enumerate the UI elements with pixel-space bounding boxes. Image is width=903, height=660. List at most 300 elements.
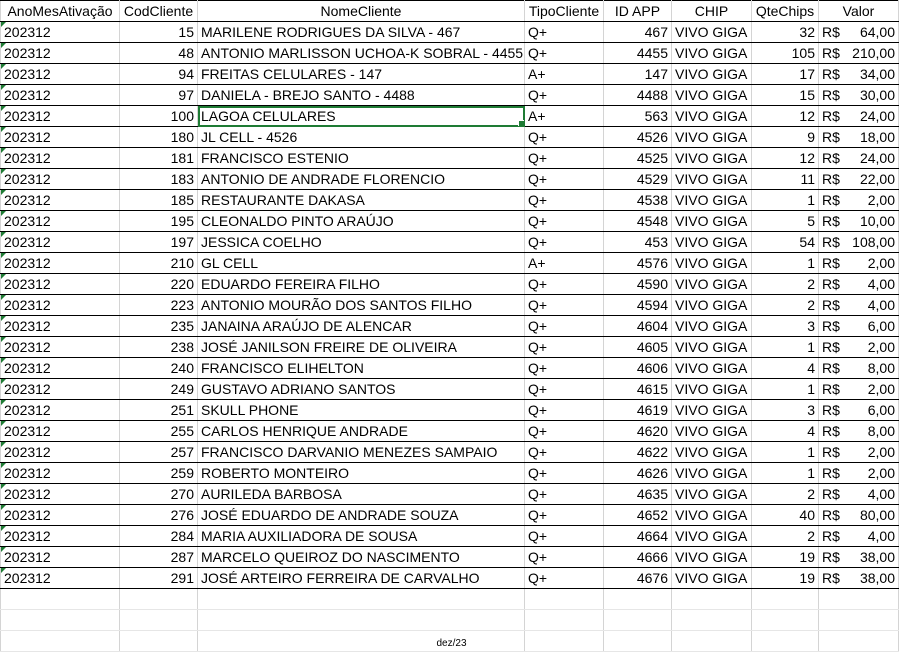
cell-anomes[interactable]: 202312 xyxy=(1,211,120,232)
currency-symbol: R$ xyxy=(822,129,840,145)
cell-idapp[interactable]: 4594 xyxy=(604,295,672,316)
cell-anomes[interactable]: 202312 xyxy=(1,379,120,400)
cell-codcliente[interactable]: 195 xyxy=(120,211,198,232)
empty-cell[interactable] xyxy=(604,589,672,610)
cell-anomes[interactable]: 202312 xyxy=(1,274,120,295)
cell-idapp[interactable]: 4622 xyxy=(604,442,672,463)
empty-row xyxy=(1,589,899,610)
cell-valor[interactable] xyxy=(819,232,899,253)
cell-idapp[interactable]: 4526 xyxy=(604,127,672,148)
cell-nomecliente[interactable]: ROBERTO MONTEIRO xyxy=(198,463,525,484)
cell-idapp[interactable]: 4548 xyxy=(604,211,672,232)
cell-qtechips[interactable]: 5 xyxy=(752,211,819,232)
cell-qtechips[interactable]: 2 xyxy=(752,484,819,505)
header-row xyxy=(1,1,899,22)
cell-codcliente[interactable]: 257 xyxy=(120,442,198,463)
cell-idapp[interactable]: 467 xyxy=(604,22,672,43)
cell-qtechips[interactable]: 9 xyxy=(752,127,819,148)
cell-idapp[interactable]: 563 xyxy=(604,106,672,127)
cell-anomes[interactable]: 202312 xyxy=(1,316,120,337)
cell-tipocliente[interactable]: Q+ xyxy=(525,442,604,463)
valor-amount: 4,00 xyxy=(867,486,895,502)
cell-codcliente[interactable]: 287 xyxy=(120,547,198,568)
column-header-qtechips[interactable]: QteChips xyxy=(752,1,819,22)
cell-nomecliente[interactable]: JOSÉ ARTEIRO FERREIRA DE CARVALHO xyxy=(198,568,525,589)
cell-anomes[interactable]: 202312 xyxy=(1,148,120,169)
cell-anomes[interactable]: 202312 xyxy=(1,358,120,379)
table-row xyxy=(1,127,899,148)
table-row xyxy=(1,253,899,274)
table-row xyxy=(1,526,899,547)
cell-qtechips[interactable]: 105 xyxy=(752,43,819,64)
currency-symbol: R$ xyxy=(822,108,840,124)
cell-nomecliente[interactable]: MARILENE RODRIGUES DA SILVA - 467 xyxy=(198,22,525,43)
table-row xyxy=(1,22,899,43)
cell-idapp[interactable]: 4590 xyxy=(604,274,672,295)
cell-qtechips[interactable]: 1 xyxy=(752,463,819,484)
cell-qtechips[interactable]: 4 xyxy=(752,358,819,379)
cell-codcliente[interactable]: 238 xyxy=(120,337,198,358)
valor-amount: 30,00 xyxy=(859,87,895,103)
column-header-anomes[interactable]: AnoMesAtivação xyxy=(1,1,120,22)
cell-nomecliente[interactable]: ANTONIO MARLISSON UCHOA-K SOBRAL - 4455 xyxy=(198,43,525,64)
cell-qtechips[interactable]: 15 xyxy=(752,85,819,106)
cell-qtechips[interactable]: 2 xyxy=(752,274,819,295)
cell-nomecliente[interactable]: JOSÉ EDUARDO DE ANDRADE SOUZA xyxy=(198,505,525,526)
cell-qtechips[interactable]: 1 xyxy=(752,253,819,274)
cell-qtechips[interactable]: 2 xyxy=(752,295,819,316)
cell-chip[interactable]: VIVO GIGA xyxy=(672,190,752,211)
currency-symbol: R$ xyxy=(822,444,840,460)
cell-qtechips[interactable]: 19 xyxy=(752,547,819,568)
valor-amount: 108,00 xyxy=(852,234,895,250)
column-header-chip[interactable]: CHIP xyxy=(672,1,752,22)
currency-symbol: R$ xyxy=(822,402,840,418)
table-row xyxy=(1,64,899,85)
cell-codcliente[interactable]: 100 xyxy=(120,106,198,127)
cell-codcliente[interactable]: 97 xyxy=(120,85,198,106)
empty-cell[interactable] xyxy=(120,589,198,610)
cell-valor[interactable] xyxy=(819,526,899,547)
table-row xyxy=(1,358,899,379)
cell-valor[interactable] xyxy=(819,547,899,568)
cell-chip[interactable]: VIVO GIGA xyxy=(672,442,752,463)
cell-idapp[interactable]: 4576 xyxy=(604,253,672,274)
cell-chip[interactable]: VIVO GIGA xyxy=(672,148,752,169)
cell-anomes[interactable]: 202312 xyxy=(1,484,120,505)
cell-chip[interactable]: VIVO GIGA xyxy=(672,400,752,421)
table-row xyxy=(1,232,899,253)
cell-qtechips[interactable]: 3 xyxy=(752,400,819,421)
cell-chip[interactable]: VIVO GIGA xyxy=(672,43,752,64)
cell-codcliente[interactable]: 181 xyxy=(120,148,198,169)
cell-tipocliente[interactable]: Q+ xyxy=(525,337,604,358)
cell-chip[interactable]: VIVO GIGA xyxy=(672,274,752,295)
cell-anomes[interactable]: 202312 xyxy=(1,253,120,274)
cell-codcliente[interactable]: 185 xyxy=(120,190,198,211)
cell-chip[interactable]: VIVO GIGA xyxy=(672,295,752,316)
cell-valor[interactable] xyxy=(819,442,899,463)
cell-anomes[interactable]: 202312 xyxy=(1,190,120,211)
cell-codcliente[interactable]: 197 xyxy=(120,232,198,253)
empty-cell[interactable] xyxy=(1,589,120,610)
empty-cell[interactable] xyxy=(752,610,819,631)
cell-tipocliente[interactable]: Q+ xyxy=(525,274,604,295)
valor-amount: 8,00 xyxy=(867,360,895,376)
table-row xyxy=(1,421,899,442)
cell-nomecliente[interactable]: EDUARDO FEREIRA FILHO xyxy=(198,274,525,295)
cell-codcliente[interactable]: 251 xyxy=(120,400,198,421)
cell-tipocliente[interactable]: Q+ xyxy=(525,568,604,589)
cell-chip[interactable]: VIVO GIGA xyxy=(672,316,752,337)
cell-valor[interactable] xyxy=(819,106,899,127)
cell-valor[interactable] xyxy=(819,463,899,484)
cell-valor[interactable] xyxy=(819,253,899,274)
cell-valor[interactable] xyxy=(819,484,899,505)
cell-tipocliente[interactable]: Q+ xyxy=(525,169,604,190)
cell-tipocliente[interactable]: Q+ xyxy=(525,232,604,253)
cell-anomes[interactable]: 202312 xyxy=(1,337,120,358)
currency-symbol: R$ xyxy=(822,423,840,439)
selected-cell[interactable]: LAGOA CELULARES xyxy=(198,106,525,127)
table-row xyxy=(1,337,899,358)
cell-qtechips[interactable]: 1 xyxy=(752,379,819,400)
currency-symbol: R$ xyxy=(822,192,840,208)
cell-valor[interactable] xyxy=(819,22,899,43)
cell-valor[interactable] xyxy=(819,85,899,106)
cell-idapp[interactable]: 4538 xyxy=(604,190,672,211)
cell-tipocliente[interactable]: Q+ xyxy=(525,43,604,64)
empty-cell[interactable] xyxy=(672,610,752,631)
cell-tipocliente[interactable]: Q+ xyxy=(525,358,604,379)
cell-nomecliente[interactable]: ANTONIO MOURÃO DOS SANTOS FILHO xyxy=(198,295,525,316)
cell-tipocliente[interactable]: Q+ xyxy=(525,421,604,442)
cell-codcliente[interactable]: 48 xyxy=(120,43,198,64)
cell-chip[interactable]: VIVO GIGA xyxy=(672,358,752,379)
cell-idapp[interactable]: 4664 xyxy=(604,526,672,547)
cell-chip[interactable]: VIVO GIGA xyxy=(672,64,752,85)
cell-nomecliente[interactable]: GL CELL xyxy=(198,253,525,274)
cell-chip[interactable]: VIVO GIGA xyxy=(672,85,752,106)
cell-qtechips[interactable]: 11 xyxy=(752,169,819,190)
cell-tipocliente[interactable]: Q+ xyxy=(525,505,604,526)
empty-cell[interactable] xyxy=(819,610,899,631)
cell-chip[interactable]: VIVO GIGA xyxy=(672,253,752,274)
cell-idapp[interactable]: 4635 xyxy=(604,484,672,505)
cell-qtechips[interactable]: 1 xyxy=(752,190,819,211)
cell-idapp[interactable]: 4529 xyxy=(604,169,672,190)
cell-tipocliente[interactable]: A+ xyxy=(525,253,604,274)
cell-nomecliente[interactable]: FRANCISCO ESTENIO xyxy=(198,148,525,169)
cell-valor[interactable] xyxy=(819,274,899,295)
currency-symbol: R$ xyxy=(822,507,840,523)
cell-tipocliente[interactable]: A+ xyxy=(525,106,604,127)
cell-codcliente[interactable]: 276 xyxy=(120,505,198,526)
cell-qtechips[interactable]: 54 xyxy=(752,232,819,253)
cell-tipocliente[interactable]: A+ xyxy=(525,64,604,85)
cell-anomes[interactable]: 202312 xyxy=(1,547,120,568)
cell-valor[interactable] xyxy=(819,505,899,526)
cell-tipocliente[interactable]: Q+ xyxy=(525,526,604,547)
currency-symbol: R$ xyxy=(822,150,840,166)
cell-qtechips[interactable]: 1 xyxy=(752,442,819,463)
cell-codcliente[interactable]: 220 xyxy=(120,274,198,295)
cell-valor[interactable] xyxy=(819,211,899,232)
empty-cell[interactable] xyxy=(525,610,604,631)
cell-tipocliente[interactable]: Q+ xyxy=(525,85,604,106)
cell-anomes[interactable]: 202312 xyxy=(1,106,120,127)
valor-amount: 24,00 xyxy=(859,108,895,124)
table-row xyxy=(1,274,899,295)
empty-cell[interactable] xyxy=(525,589,604,610)
cell-anomes[interactable]: 202312 xyxy=(1,43,120,64)
cell-codcliente[interactable]: 15 xyxy=(120,22,198,43)
currency-symbol: R$ xyxy=(822,171,840,187)
table-row xyxy=(1,400,899,421)
cell-anomes[interactable]: 202312 xyxy=(1,442,120,463)
empty-cell[interactable] xyxy=(120,610,198,631)
cell-valor[interactable] xyxy=(819,568,899,589)
cell-codcliente[interactable]: 183 xyxy=(120,169,198,190)
cell-chip[interactable]: VIVO GIGA xyxy=(672,22,752,43)
cell-nomecliente[interactable]: FRANCISCO DARVANIO MENEZES SAMPAIO xyxy=(198,442,525,463)
cell-valor[interactable] xyxy=(819,316,899,337)
cell-nomecliente[interactable]: DANIELA - BREJO SANTO - 4488 xyxy=(198,85,525,106)
valor-amount: 22,00 xyxy=(859,171,895,187)
cell-anomes[interactable]: 202312 xyxy=(1,85,120,106)
cell-nomecliente[interactable]: GUSTAVO ADRIANO SANTOS xyxy=(198,379,525,400)
cell-anomes[interactable]: 202312 xyxy=(1,400,120,421)
cell-tipocliente[interactable]: Q+ xyxy=(525,211,604,232)
cell-valor[interactable] xyxy=(819,400,899,421)
cell-idapp[interactable]: 453 xyxy=(604,232,672,253)
cell-idapp[interactable]: 4615 xyxy=(604,379,672,400)
cell-codcliente[interactable]: 223 xyxy=(120,295,198,316)
cell-codcliente[interactable]: 270 xyxy=(120,484,198,505)
table-row xyxy=(1,568,899,589)
cell-codcliente[interactable]: 240 xyxy=(120,358,198,379)
cell-chip[interactable]: VIVO GIGA xyxy=(672,232,752,253)
cell-nomecliente[interactable]: AURILEDA BARBOSA xyxy=(198,484,525,505)
valor-amount: 38,00 xyxy=(859,549,895,565)
table-row xyxy=(1,106,899,127)
cell-qtechips[interactable]: 3 xyxy=(752,316,819,337)
currency-symbol: R$ xyxy=(822,570,840,586)
cell-nomecliente[interactable]: FREITAS CELULARES - 147 xyxy=(198,64,525,85)
cell-codcliente[interactable]: 249 xyxy=(120,379,198,400)
valor-amount: 10,00 xyxy=(859,213,895,229)
cell-anomes[interactable]: 202312 xyxy=(1,22,120,43)
cell-chip[interactable]: VIVO GIGA xyxy=(672,526,752,547)
column-header-nomecliente[interactable]: NomeCliente xyxy=(198,1,525,22)
cell-codcliente[interactable]: 235 xyxy=(120,316,198,337)
currency-symbol: R$ xyxy=(822,234,840,250)
cell-valor[interactable] xyxy=(819,421,899,442)
cell-tipocliente[interactable]: Q+ xyxy=(525,22,604,43)
cell-chip[interactable]: VIVO GIGA xyxy=(672,337,752,358)
cell-codcliente[interactable]: 210 xyxy=(120,253,198,274)
valor-amount: 4,00 xyxy=(867,276,895,292)
cell-anomes[interactable]: 202312 xyxy=(1,64,120,85)
cell-chip[interactable]: VIVO GIGA xyxy=(672,568,752,589)
cell-anomes[interactable]: 202312 xyxy=(1,169,120,190)
table-row xyxy=(1,169,899,190)
cell-nomecliente[interactable]: MARCELO QUEIROZ DO NASCIMENTO xyxy=(198,547,525,568)
cell-nomecliente[interactable]: JOSÉ JANILSON FREIRE DE OLIVEIRA xyxy=(198,337,525,358)
cell-valor[interactable] xyxy=(819,64,899,85)
cell-qtechips[interactable]: 32 xyxy=(752,22,819,43)
column-header-idapp[interactable]: ID APP xyxy=(604,1,672,22)
cell-tipocliente[interactable]: Q+ xyxy=(525,484,604,505)
cell-qtechips[interactable]: 1 xyxy=(752,337,819,358)
cell-valor[interactable] xyxy=(819,43,899,64)
cell-idapp[interactable]: 4666 xyxy=(604,547,672,568)
cell-idapp[interactable]: 4626 xyxy=(604,463,672,484)
cell-tipocliente[interactable]: Q+ xyxy=(525,463,604,484)
cell-idapp[interactable]: 4676 xyxy=(604,568,672,589)
valor-amount: 4,00 xyxy=(867,528,895,544)
cell-qtechips[interactable]: 12 xyxy=(752,148,819,169)
cell-chip[interactable]: VIVO GIGA xyxy=(672,463,752,484)
currency-symbol: R$ xyxy=(822,45,840,61)
cell-nomecliente[interactable]: ANTONIO DE ANDRADE FLORENCIO xyxy=(198,169,525,190)
table-row xyxy=(1,316,899,337)
cell-anomes[interactable]: 202312 xyxy=(1,295,120,316)
currency-symbol: R$ xyxy=(822,339,840,355)
valor-amount: 64,00 xyxy=(859,24,895,40)
cell-chip[interactable]: VIVO GIGA xyxy=(672,484,752,505)
cell-chip[interactable]: VIVO GIGA xyxy=(672,127,752,148)
currency-symbol: R$ xyxy=(822,465,840,481)
cell-idapp[interactable]: 4455 xyxy=(604,43,672,64)
cell-idapp[interactable]: 147 xyxy=(604,64,672,85)
cell-tipocliente[interactable]: Q+ xyxy=(525,400,604,421)
valor-amount: 18,00 xyxy=(859,129,895,145)
cell-codcliente[interactable]: 94 xyxy=(120,64,198,85)
table-row xyxy=(1,190,899,211)
cell-valor[interactable] xyxy=(819,337,899,358)
valor-amount: 8,00 xyxy=(867,423,895,439)
cell-chip[interactable]: VIVO GIGA xyxy=(672,421,752,442)
cell-codcliente[interactable]: 291 xyxy=(120,568,198,589)
cell-qtechips[interactable]: 12 xyxy=(752,106,819,127)
cell-tipocliente[interactable]: Q+ xyxy=(525,127,604,148)
cell-anomes[interactable]: 202312 xyxy=(1,127,120,148)
table-row xyxy=(1,484,899,505)
cell-tipocliente[interactable]: Q+ xyxy=(525,316,604,337)
empty-cell[interactable] xyxy=(752,589,819,610)
cell-nomecliente[interactable]: JANAINA ARAÚJO DE ALENCAR xyxy=(198,316,525,337)
currency-symbol: R$ xyxy=(822,297,840,313)
cell-tipocliente[interactable]: Q+ xyxy=(525,379,604,400)
cell-qtechips[interactable]: 19 xyxy=(752,568,819,589)
currency-symbol: R$ xyxy=(822,213,840,229)
empty-cell[interactable] xyxy=(198,610,525,631)
cell-codcliente[interactable]: 180 xyxy=(120,127,198,148)
table-row xyxy=(1,547,899,568)
cell-valor[interactable] xyxy=(819,358,899,379)
cell-qtechips[interactable]: 2 xyxy=(752,526,819,547)
cell-valor[interactable] xyxy=(819,190,899,211)
column-header-valor[interactable]: Valor xyxy=(819,1,899,22)
cell-valor[interactable] xyxy=(819,148,899,169)
cell-idapp[interactable]: 4619 xyxy=(604,400,672,421)
table-row xyxy=(1,85,899,106)
currency-symbol: R$ xyxy=(822,87,840,103)
cell-idapp[interactable]: 4604 xyxy=(604,316,672,337)
column-header-codcliente[interactable]: CodCliente xyxy=(120,1,198,22)
cell-qtechips[interactable]: 40 xyxy=(752,505,819,526)
valor-amount: 6,00 xyxy=(867,402,895,418)
valor-amount: 4,00 xyxy=(867,297,895,313)
cell-idapp[interactable]: 4605 xyxy=(604,337,672,358)
cell-anomes[interactable]: 202312 xyxy=(1,505,120,526)
cell-tipocliente[interactable]: Q+ xyxy=(525,148,604,169)
cell-tipocliente[interactable]: Q+ xyxy=(525,190,604,211)
cell-anomes[interactable]: 202312 xyxy=(1,463,120,484)
empty-row xyxy=(1,610,899,631)
empty-cell[interactable] xyxy=(604,610,672,631)
cell-nomecliente[interactable]: CARLOS HENRIQUE ANDRADE xyxy=(198,421,525,442)
cell-chip[interactable]: VIVO GIGA xyxy=(672,379,752,400)
cell-nomecliente[interactable]: JESSICA COELHO xyxy=(198,232,525,253)
empty-cell[interactable] xyxy=(1,610,120,631)
cell-idapp[interactable]: 4525 xyxy=(604,148,672,169)
cell-chip[interactable]: VIVO GIGA xyxy=(672,106,752,127)
cell-codcliente[interactable]: 255 xyxy=(120,421,198,442)
cell-valor[interactable] xyxy=(819,379,899,400)
empty-cell[interactable] xyxy=(819,589,899,610)
cell-nomecliente[interactable]: SKULL PHONE xyxy=(198,400,525,421)
cell-chip[interactable]: VIVO GIGA xyxy=(672,505,752,526)
cell-idapp[interactable]: 4488 xyxy=(604,85,672,106)
cell-valor[interactable] xyxy=(819,127,899,148)
cell-valor[interactable] xyxy=(819,169,899,190)
table-row xyxy=(1,295,899,316)
cell-chip[interactable]: VIVO GIGA xyxy=(672,211,752,232)
cell-qtechips[interactable]: 4 xyxy=(752,421,819,442)
empty-cell[interactable] xyxy=(672,589,752,610)
cell-nomecliente[interactable]: JL CELL - 4526 xyxy=(198,127,525,148)
cell-nomecliente[interactable]: MARIA AUXILIADORA DE SOUSA xyxy=(198,526,525,547)
cell-valor[interactable] xyxy=(819,295,899,316)
cell-qtechips[interactable]: 17 xyxy=(752,64,819,85)
cell-chip[interactable]: VIVO GIGA xyxy=(672,169,752,190)
cell-anomes[interactable]: 202312 xyxy=(1,526,120,547)
cell-tipocliente[interactable]: Q+ xyxy=(525,295,604,316)
cell-nomecliente[interactable]: RESTAURANTE DAKASA xyxy=(198,190,525,211)
cell-nomecliente[interactable]: CLEONALDO PINTO ARAÚJO xyxy=(198,211,525,232)
cell-idapp[interactable]: 4620 xyxy=(604,421,672,442)
currency-symbol: R$ xyxy=(822,318,840,334)
table-row xyxy=(1,505,899,526)
currency-symbol: R$ xyxy=(822,486,840,502)
empty-cell[interactable] xyxy=(198,589,525,610)
currency-symbol: R$ xyxy=(822,24,840,40)
cell-anomes[interactable]: 202312 xyxy=(1,232,120,253)
cell-chip[interactable]: VIVO GIGA xyxy=(672,547,752,568)
cell-codcliente[interactable]: 284 xyxy=(120,526,198,547)
cell-codcliente[interactable]: 259 xyxy=(120,463,198,484)
valor-amount: 34,00 xyxy=(859,66,895,82)
cell-nomecliente[interactable]: FRANCISCO ELIHELTON xyxy=(198,358,525,379)
cell-idapp[interactable]: 4606 xyxy=(604,358,672,379)
cell-idapp[interactable]: 4652 xyxy=(604,505,672,526)
cell-anomes[interactable]: 202312 xyxy=(1,421,120,442)
column-header-tipocliente[interactable]: TipoCliente xyxy=(525,1,604,22)
cell-anomes[interactable]: 202312 xyxy=(1,568,120,589)
cell-tipocliente[interactable]: Q+ xyxy=(525,547,604,568)
